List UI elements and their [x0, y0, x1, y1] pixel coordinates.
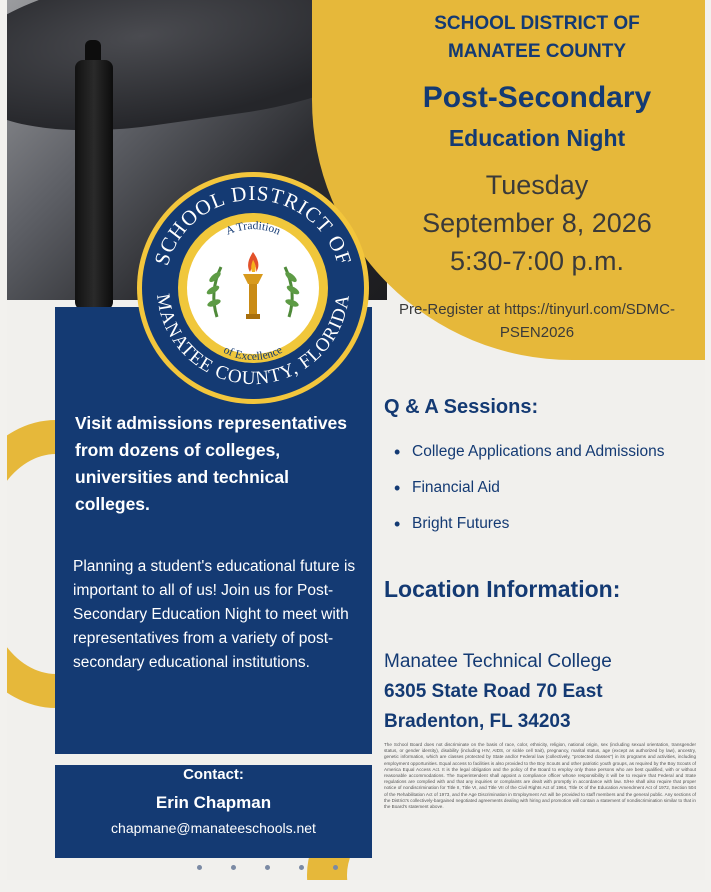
svg-text:of Excellence [222, 344, 285, 363]
event-datetime [372, 166, 702, 280]
event-date: September 8, 2026 [422, 208, 652, 238]
page-dot[interactable] [231, 865, 236, 870]
location-city: Bradenton, FL 34203 [384, 711, 571, 732]
event-time: 5:30-7:00 p.m. [449, 246, 625, 276]
nondiscrimination-statement: The School Board does not discriminate on the basis of race, color, ethnicity, religion, national origin, sex (including sexual orientation, transgender status, or gender identity), disability (including HIV, AIDS, or sickle cell trait), pregnancy, marital status, age (except as authorized by law), ancestry, genetic information, which are classes protected by State and/or Federal law (collectively, "protected classes") in its programs and activities, including employment opportunities. Equal access to facilities is also provided to the Boy Scouts and other patriotic youth groups, as required by the Boy Scouts of America Equal Access Act. It is the legal obligation and the policy of the Board to employ only those persons who are best qualified, with or without reasonable accommodations. The Superintendent shall appoint a compliance officer whose responsibility it will be to require that Federal and State regulations are complied with and that any inquiries or complaints are dealt with promptly in accordance with law. S/He shall also require that proper notice of nondiscrimination for Title II, Title VI, and Title VII of the Civil Rights Act of 1964, Title IX of the Education Amendment Act of 1972, Section 504 of the Rehabilitation Act of 1973, and the Age Discrimination in Employment Act will be provided to staff members and the general public. Any sections of the District's collectively-bargained negotiated agreements dealing with hiring and promotion will contain a statement of nondiscrimination similar to that in the Board's statement above. [384, 742, 696, 810]
page-dot[interactable] [197, 865, 202, 870]
planning-text: Planning a student's educational future is important to all of us! Join us for Post-Secondary Education Night to meet with representatives from a variety of post-secondary educational institutions. [73, 558, 356, 671]
qa-title: Q & A Sessions: [384, 396, 539, 418]
page-dot[interactable] [265, 865, 270, 870]
event-title: Post-Secondary [422, 81, 652, 114]
event-subtitle: Education Night [448, 125, 626, 151]
list-item: • Financial Aid [394, 476, 694, 500]
page-indicator [197, 865, 338, 870]
contact-name: Erin Chapman [155, 793, 272, 812]
seal-inner-top-text: A Tradition [224, 220, 283, 238]
visit-headline: Visit admissions representatives from dozens of colleges, universities and technical colleges. [75, 413, 348, 514]
location-title: Location Information: [384, 576, 621, 602]
qa-list [394, 440, 694, 548]
seal-text [137, 172, 369, 404]
seal-inner-bottom-text: of Excellence [221, 343, 285, 364]
event-day: Tuesday [485, 170, 589, 200]
contact-email[interactable]: chapmane@manateeschools.net [111, 820, 316, 836]
district-name: SCHOOL DISTRICT OF MANATEE COUNTY [434, 13, 640, 62]
svg-text:MANATEE COUNTY, FLORIDA [152, 292, 354, 389]
list-item: • College Applications and Admissions [394, 440, 694, 464]
preregister-text: Pre-Register at https://tinyurl.com/SDMC-PSEN2026 [399, 301, 675, 341]
contact-label: Contact: [183, 766, 244, 783]
list-item: • Bright Futures [394, 512, 694, 536]
page-dot[interactable] [299, 865, 304, 870]
location-street: 6305 State Road 70 East [384, 681, 603, 702]
location-name: Manatee Technical College [384, 651, 612, 672]
page-dot[interactable] [333, 865, 338, 870]
location-address [384, 647, 612, 737]
flyer-page [7, 0, 705, 880]
seal-top-text: SCHOOL DISTRICT OF [149, 180, 357, 269]
seal-bottom-text: MANATEE COUNTY, FLORIDA [151, 292, 354, 390]
svg-text:A Tradition [224, 220, 282, 238]
tassel [75, 60, 113, 310]
